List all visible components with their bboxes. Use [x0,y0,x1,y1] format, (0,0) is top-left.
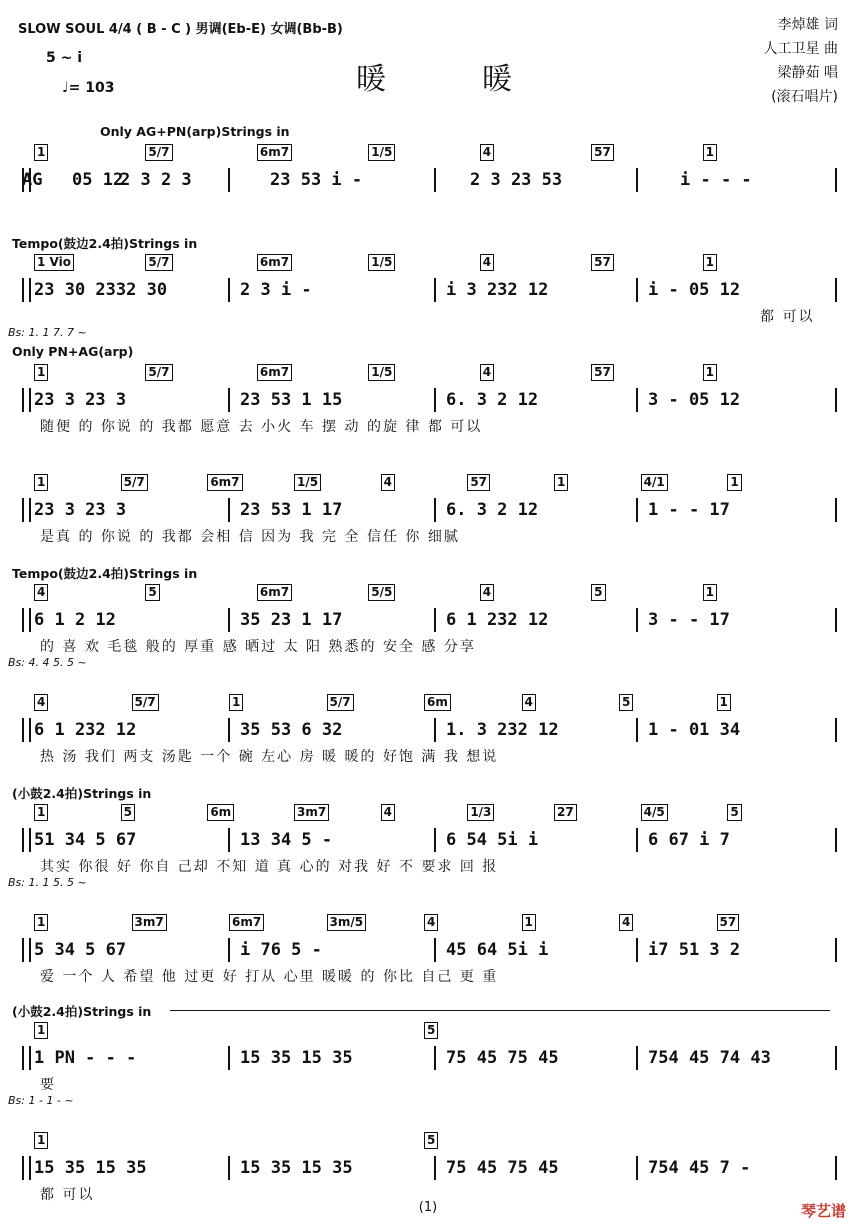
note-group: 51 34 5 67 [34,830,137,850]
chord-box: 1 [34,1022,48,1039]
barline [434,718,436,742]
chord-box: 3m7 [294,804,329,821]
note-group: 23 3 23 3 [34,500,127,520]
chord-box: 1 [554,474,568,491]
score-system [0,672,856,777]
barline [22,168,31,192]
lyricist: 李焯雄 词 [777,17,838,33]
chord-box: 1 [717,694,731,711]
note-group: i7 51 3 2 [648,940,741,960]
page-number: (1) [418,1200,438,1215]
chord-box: 1 [703,584,717,601]
header-info: SLOW SOUL 4/4 ( B - C ) 男调(Eb-E) 女调(Bb-B) [18,22,343,37]
chord-box: 5 [424,1022,438,1039]
score-system [0,562,856,667]
chord-box: 5 [619,694,633,711]
chord-box: 1 [703,254,717,271]
chord-box: 57 [591,364,614,381]
barline [22,608,31,632]
chord-box: 5/7 [145,144,172,161]
chord-box: 1 [34,804,48,821]
bass-line: Bs: 4. 4 5. 5 ~ [8,656,87,669]
barline [636,498,638,522]
chord-box: 1 [34,364,48,381]
barline [636,718,638,742]
direction-text: Tempo(鼓边2.4拍)Strings in [12,236,198,251]
note-group: 05 12 [72,170,124,190]
lyric-line: 要 [40,1077,56,1093]
chord-box: 6m7 [257,254,292,271]
note-group: 6 1 2 12 [34,610,116,630]
barline [434,1156,436,1180]
barline [636,938,638,962]
tempo: ♩= 103 [62,80,115,96]
barline [228,498,230,522]
note-group: 45 64 5i i [446,940,549,960]
barline [228,388,230,412]
chord-box: 1 [34,144,48,161]
note-group: 6. 3 2 12 [446,390,539,410]
chord-box: 5/7 [327,694,354,711]
lyric-line: 都 可以 [40,1187,95,1203]
direction-text: Tempo(鼓边2.4拍)Strings in [12,566,198,581]
chord-box: 6m [207,804,234,821]
chord-box: 1/3 [467,804,494,821]
direction-text: Only AG+PN(arp)Strings in [100,124,290,139]
note-group: 2 3 i - [240,280,312,300]
chord-box: 27 [554,804,577,821]
barline [22,828,31,852]
barline [835,498,837,522]
barline [835,1156,837,1180]
score-system [0,892,856,997]
barline [434,1046,436,1070]
note-group: 23 53 i - [270,170,363,190]
chord-box: 1/5 [368,144,395,161]
repeat-bracket [170,1010,830,1011]
barline [228,608,230,632]
barline [434,608,436,632]
barline [835,388,837,412]
chord-box: 5/7 [145,364,172,381]
barline [636,168,638,192]
barline [228,168,230,192]
note-group: 23 30 2332 30 [34,280,168,300]
bass-line: Bs: 1. 1 5. 5 ~ [8,876,87,889]
chord-box: 4 [480,584,494,601]
chord-box: 5 [121,804,135,821]
note-group: 15 35 15 35 [34,1158,147,1178]
chord-box: 1/5 [368,254,395,271]
chord-box: 6m [424,694,451,711]
note-group: 1. 3 232 12 [446,720,559,740]
barline [835,278,837,302]
score-system [0,1000,856,1105]
chord-box: 1 [522,914,536,931]
barline [228,1046,230,1070]
chord-box: 6m7 [257,584,292,601]
chord-box: 4 [34,694,48,711]
bass-line: Bs: 1 - 1 - ~ [8,1094,74,1107]
barline [22,498,31,522]
note-group: i 76 5 - [240,940,322,960]
note-group: 13 34 5 - [240,830,333,850]
score-system [0,232,856,337]
score-system [0,122,856,227]
chord-box: 57 [717,914,740,931]
composer: 人工卫星 曲 [763,41,838,57]
barline [636,828,638,852]
chord-box: 6m7 [257,144,292,161]
note-group: 5 34 5 67 [34,940,127,960]
chord-box: 6m7 [257,364,292,381]
chord-box: 4/1 [641,474,668,491]
barline [22,278,31,302]
chord-box: 57 [467,474,490,491]
barline [228,828,230,852]
barline [22,1156,31,1180]
score-system [0,782,856,887]
note-group: i 3 232 12 [446,280,549,300]
note-group: 35 23 1 17 [240,610,343,630]
chord-box: 3m/5 [327,914,367,931]
chord-box: 57 [591,254,614,271]
chord-box: 1 [34,1132,48,1149]
chord-box: 1/5 [368,364,395,381]
lyric-line: 是真 的 你说 的 我都 会相 信 因为 我 完 全 信任 你 细腻 [40,529,460,545]
chord-box: 5/7 [145,254,172,271]
note-group: 3 - 05 12 [648,390,741,410]
note-group: 2 3 23 53 [470,170,563,190]
barline [434,938,436,962]
chord-box: 5 [591,584,605,601]
chord-box: 4 [381,474,395,491]
barline [434,828,436,852]
barline [636,278,638,302]
note-group: 35 53 6 32 [240,720,343,740]
chord-box: 1 Vio [34,254,74,271]
chord-box: 4 [480,144,494,161]
barline [434,388,436,412]
barline [228,938,230,962]
note-group: 6 1 232 12 [34,720,137,740]
chord-box: 4 [480,364,494,381]
direction-text: (小鼓2.4拍)Strings in [12,786,152,801]
barline [434,168,436,192]
direction-text: Only PN+AG(arp) [12,344,134,359]
note-group: 6 67 i 7 [648,830,730,850]
lyric-line: 的 喜 欢 毛毯 般的 厚重 感 晒过 太 阳 熟悉的 安全 感 分享 [40,639,476,655]
barline [835,608,837,632]
chord-box: 1 [229,694,243,711]
title-char-left: 暖 [356,62,386,97]
note-group: 75 45 75 45 [446,1048,559,1068]
chord-box: 5 [727,804,741,821]
note-group: 3 - - 17 [648,610,730,630]
lyric-line: 都 可以 [760,309,815,325]
barline [22,718,31,742]
note-group: 1 - 01 34 [648,720,741,740]
note-group: 23 53 1 15 [240,390,343,410]
barline [636,608,638,632]
chord-box: 4 [619,914,633,931]
note-group: 23 53 1 17 [240,500,343,520]
chord-box: 5/7 [132,694,159,711]
chord-box: 6m7 [229,914,264,931]
note-group: 15 35 15 35 [240,1158,353,1178]
chord-box: 4 [522,694,536,711]
chord-box: 5 [145,584,159,601]
barline [22,1046,31,1070]
chord-box: 57 [591,144,614,161]
chord-box: 1/5 [294,474,321,491]
chord-box: 4 [381,804,395,821]
barline [22,938,31,962]
range: 5 ~ i [46,50,83,66]
note-group: 75 45 75 45 [446,1158,559,1178]
lyric-line: 随便 的 你说 的 我都 愿意 去 小火 车 摆 动 的旋 律 都 可以 [40,419,483,435]
note-group: 1 - - 17 [648,500,730,520]
title-char-right: 暖 [482,62,512,97]
note-group: 6. 3 2 12 [446,500,539,520]
chord-box: 1 [34,474,48,491]
note-group: 1 PN - - - [34,1048,137,1068]
site-logo: 琴艺谱 [800,1202,846,1220]
barline [228,1156,230,1180]
score-system [0,452,856,557]
chord-box: 4 [34,584,48,601]
chord-box: 4 [424,914,438,931]
note-group: 2 3 2 3 [120,170,192,190]
barline [228,718,230,742]
direction-text: (小鼓2.4拍)Strings in [12,1004,152,1019]
chord-box: 6m7 [207,474,242,491]
note-group: 23 3 23 3 [34,390,127,410]
chord-box: 4/5 [641,804,668,821]
barline [636,388,638,412]
note-group: 754 45 74 43 [648,1048,771,1068]
lyric-line: 热 汤 我们 两支 汤匙 一个 碗 左心 房 暖 暖的 好饱 满 我 想说 [40,749,499,765]
record-label: (滚石唱片) [771,89,838,105]
barline [835,1046,837,1070]
chord-box: 1 [703,144,717,161]
barline [636,1156,638,1180]
chord-box: 3m7 [132,914,167,931]
note-group: 754 45 7 - [648,1158,751,1178]
barline [835,168,837,192]
chord-box: 4 [480,254,494,271]
barline [835,718,837,742]
chord-box: 1 [34,914,48,931]
note-group: AG [22,170,43,190]
singer: 梁静茹 唱 [777,65,838,81]
barline [228,278,230,302]
score-system [0,342,856,447]
bass-line: Bs: 1. 1 7. 7 ~ [8,326,87,339]
chord-box: 1 [727,474,741,491]
chord-box: 5/5 [368,584,395,601]
lyric-line: 爱 一个 人 希望 他 过更 好 打从 心里 暖暖 的 你比 自己 更 重 [40,969,499,985]
note-group: 6 54 5i i [446,830,539,850]
barline [22,388,31,412]
note-group: 15 35 15 35 [240,1048,353,1068]
barline [434,278,436,302]
chord-box: 1 [703,364,717,381]
note-group: i - 05 12 [648,280,741,300]
note-group: 6 1 232 12 [446,610,549,630]
barline [636,1046,638,1070]
barline [835,938,837,962]
chord-box: 5/7 [121,474,148,491]
note-group: i - - - [680,170,752,190]
chord-box: 5 [424,1132,438,1149]
barline [434,498,436,522]
barline [835,828,837,852]
lyric-line: 其实 你很 好 你自 己却 不知 道 真 心的 对我 好 不 要求 回 报 [40,859,499,875]
